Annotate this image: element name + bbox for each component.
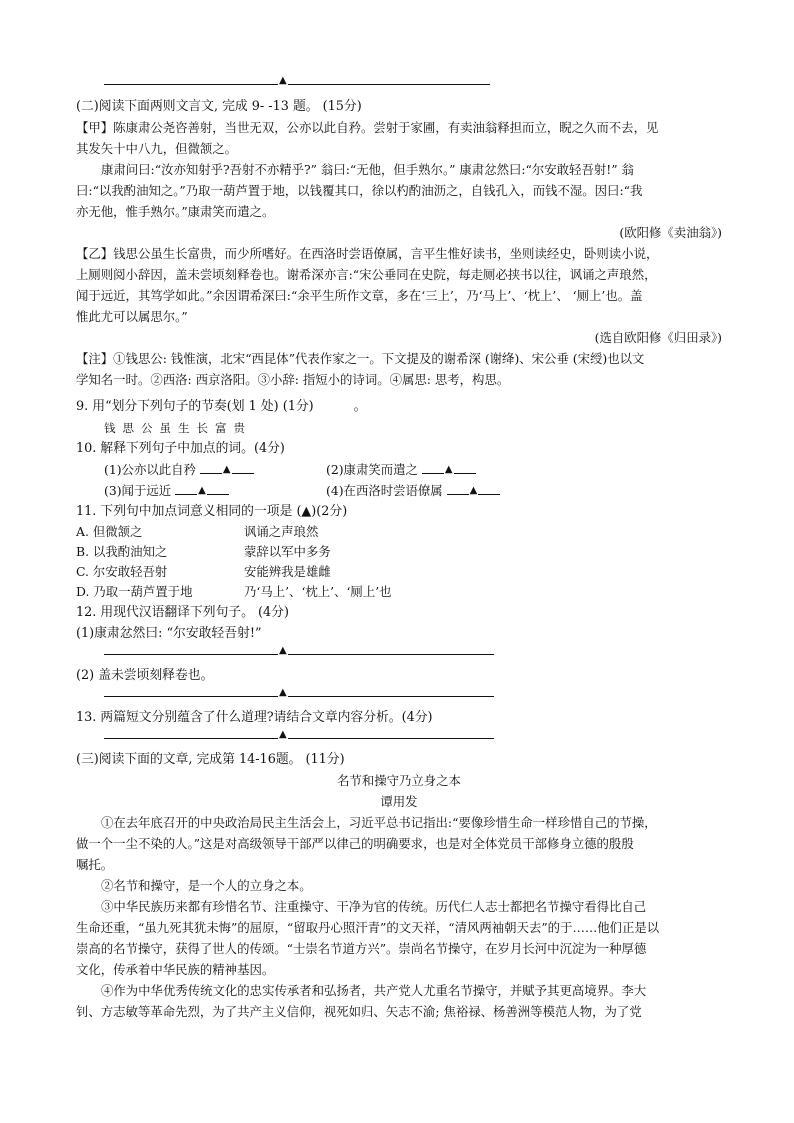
answer-blank[interactable] xyxy=(454,461,476,474)
answer-blank[interactable] xyxy=(232,461,254,474)
passage-jia-line: 康肃问曰:“汝亦知射乎?吾射不亦精乎?” 翁曰:“无他，但手熟尔。” 康肃忿然曰:“尔安敢轻吾射!” 翁 xyxy=(101,162,634,177)
question-12: 12. 用现代汉语翻译下列句子。 (4分) xyxy=(76,605,289,620)
article-line: 钊、方志敏等革命先烈，为了共产主义信仰，视死如归、矢志不渝; 焦裕禄、杨善洲等模范人物，为了党 xyxy=(76,1004,642,1019)
article-line: ①在去年底召开的中央政治局民主生活会上，习近平总书记指出:“要像珍惜生命一样珍惜自己的节操， xyxy=(101,815,657,830)
article-author: 谭用发 xyxy=(380,794,418,809)
answer-line-top[interactable]: ▲ xyxy=(76,72,722,96)
question-9: 9. 用“划分下列句子的节奏(划 1 处) (1分) 。 xyxy=(76,399,367,414)
passage-yi-line: 上厕则阅小辞因，盖未尝顷刻释卷也。谢希深亦言:“宋公垂同在史院，每走厕必挟书以往，讽诵之声琅然， xyxy=(76,267,657,282)
answer-blank[interactable] xyxy=(478,482,500,495)
article-line: 嘱托。 xyxy=(76,857,114,872)
article-line: ②名节和操守，是一个人的立身之本。 xyxy=(101,878,312,893)
article-line: 生命还重，“虽九死其犹未悔”的屈原，“留取丹心照汗青”的文天祥，“清风两袖朝天去”的于……他们正是以 xyxy=(76,920,660,935)
question-10: 10. 解释下列句子中加点的词。(4分) xyxy=(76,441,285,456)
article-line: 文化，传承着中华民族的精神基因。 xyxy=(76,962,275,977)
passage-yi-line: 【乙】钱思公虽生长富贵，而少所嗜好。在西洛时尝语僚属，言平生惟好读书，坐则读经史，卧则读小说， xyxy=(76,246,659,261)
answer-blank[interactable] xyxy=(422,461,444,474)
passage-yi-line: 惟此尤可以属思尔。” xyxy=(76,309,188,324)
question-12-sentence-1: (1)康肃忿然曰: “尔安敢轻吾射!” xyxy=(76,626,262,641)
answer-line[interactable]: ▲ xyxy=(76,728,722,749)
question-13: 13. 两篇短文分别蕴含了什么道理?请结合文章内容分析。(4分) xyxy=(76,710,433,725)
article-line: 崇高的名节操守，获得了世人的传颂。“士崇名节道方兴”。崇尚名节操守，在岁月长河中沉淀为一种厚德 xyxy=(76,941,647,956)
answer-line[interactable]: ▲ xyxy=(76,644,722,665)
passage-yi-source: (选自欧阳修《归田录》) xyxy=(594,330,722,345)
question-12-sentence-2: (2) 盖未尝顷刻释卷也。 xyxy=(76,668,214,683)
answer-blank[interactable] xyxy=(200,461,222,474)
section3-heading: (三)阅读下面的文章, 完成第 14-16题。 (11分) xyxy=(76,752,345,767)
answer-blank[interactable] xyxy=(207,482,229,495)
article-title: 名节和操守乃立身之本 xyxy=(337,773,461,788)
passage-jia-line: 亦无他，惟手熟尔。”康肃笑而遣之。 xyxy=(76,204,275,219)
exam-page xyxy=(76,72,722,1022)
passage-jia-line: 曰:“以我酌油知之。”乃取一葫芦置于地，以钱覆其口，徐以杓酌油沥之，自钱孔入，而钱不湿。因曰:“我 xyxy=(76,183,643,198)
passage-jia-line: 其发矢十中八九，但微颔之。 xyxy=(76,141,238,156)
article-line: ③中华民族历来都有珍惜名节、注重操守、干净为官的传统。历代仁人志士都把名节操守看得比自己 xyxy=(101,899,647,914)
question-10-row: (1)公亦以此自矜 ▲ (2)康肃笑而遣之 ▲ xyxy=(76,459,722,480)
answer-blank[interactable] xyxy=(175,482,197,495)
option-a[interactable]: A. 但微颔之 讽诵之声琅然 xyxy=(76,524,319,539)
section2-heading: (二)阅读下面两则文言文, 完成 9- -13 题。 (15分) xyxy=(76,99,362,114)
note-line: 学知名一时。②西洛: 西京洛阳。③小辞: 指短小的诗词。④属思: 思考，构思。 xyxy=(76,372,510,387)
option-c[interactable]: C. 尔安敢轻吾射 安能辨我是雄雌 xyxy=(76,564,331,579)
passage-jia-line: 【甲】陈康肃公尧咨善射，当世无双，公亦以此自矜。尝射于家圃，有卖油翁释担而立，睨之久而不去，见 xyxy=(76,120,659,135)
question-10-row: (3)闻于远近 ▲ (4)在西洛时尝语僚属 ▲ xyxy=(76,480,722,501)
question-11: 11. 下列句中加点词意义相同的一项是 (▲)(2分) xyxy=(76,504,348,519)
question-9-text: 9. 用“划分下列句子的节奏(划 1 处) (1分) xyxy=(76,399,314,414)
article-line: ④作为中华优秀传统文化的忠实传承者和弘扬者，共产党人尤重名节操守，并赋予其更高境界。李大 xyxy=(101,983,647,998)
option-d[interactable]: D. 乃取一葫芦置于地 乃‘马上’、‘枕上’、‘厕上’也 xyxy=(76,584,392,599)
question-9-sentence[interactable]: 钱思公虽生长富贵 xyxy=(104,421,252,435)
answer-line[interactable]: ▲ xyxy=(76,686,722,707)
answer-blank[interactable] xyxy=(447,482,469,495)
option-b[interactable]: B. 以我酌油知之 蒙辞以军中多务 xyxy=(76,544,331,559)
note-line: 【注】①钱思公: 钱惟演，北宋“西昆体”代表作家之一。下文提及的谢希深 (谢绛)、宋公垂 (宋绶)也以文 xyxy=(76,351,645,366)
passage-yi-line: 闻于远近，其笃学如此。”余因谓希深曰:“余平生所作文章，多在‘三上’，乃‘马上’、‘枕上’、 ‘厕上’也。盖 xyxy=(76,288,643,303)
passage-jia-source: (欧阳修《卖油翁》) xyxy=(619,225,722,240)
article-line: 做一个一尘不染的人。”这是对高级领导干部严以律己的明确要求，也是对全体党员干部修身立德的殷殷 xyxy=(76,836,634,851)
